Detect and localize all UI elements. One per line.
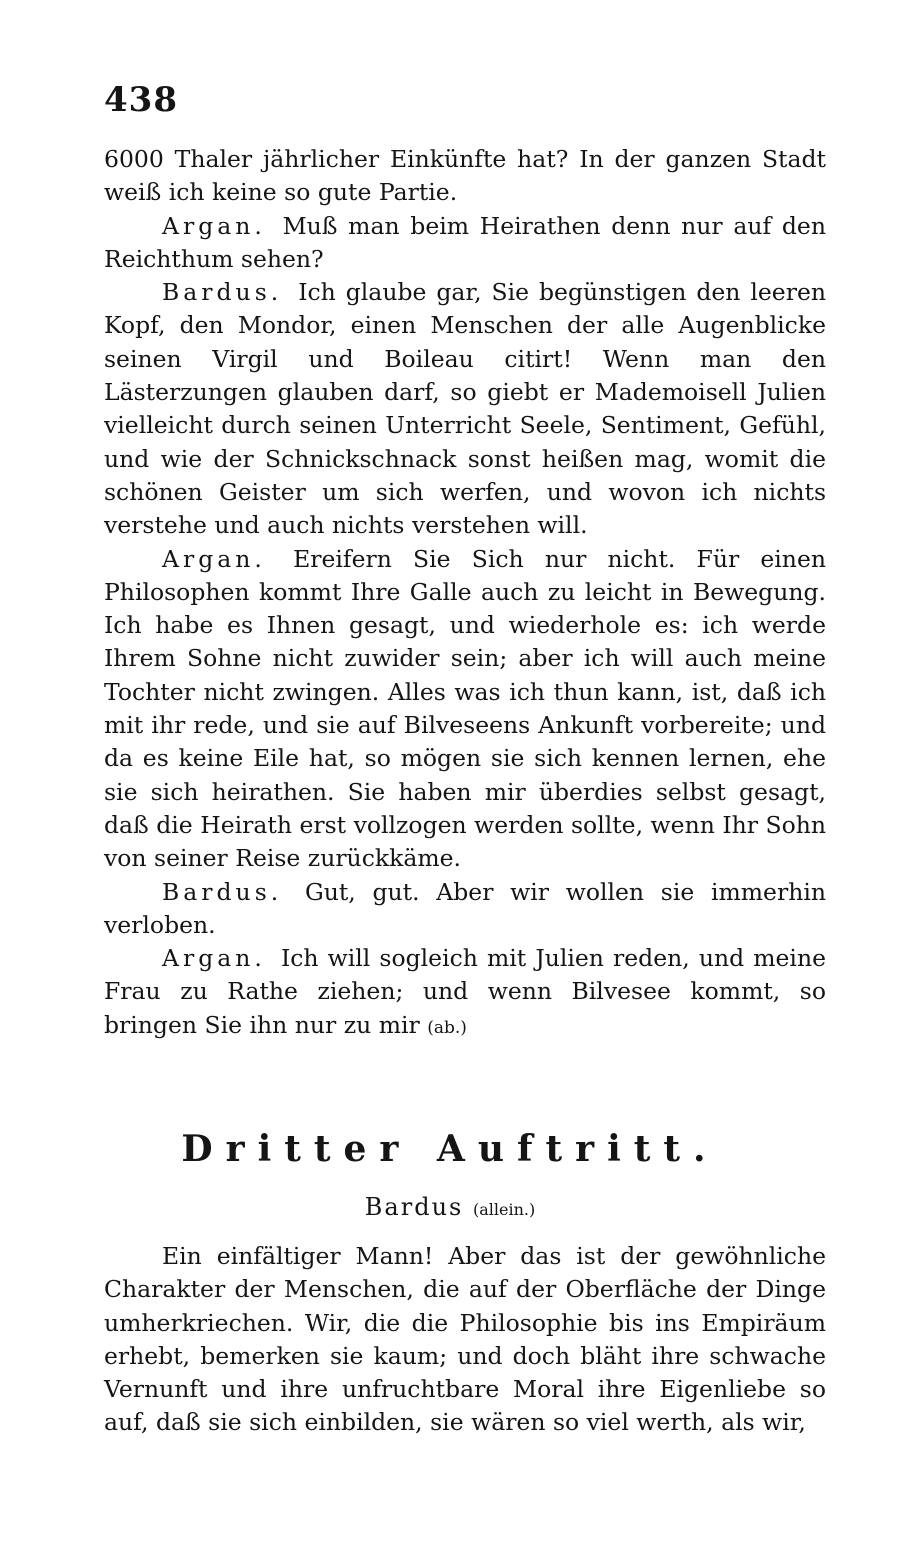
speech-text: Muß man beim Heirathen denn nur auf den Reichthum sehen? (104, 211, 826, 273)
cast-name: Bardus (364, 1193, 464, 1221)
cast-stage-direction: (allein.) (472, 1200, 536, 1219)
speech-argan-3 (104, 942, 826, 1045)
scene-heading: Dritter Auftritt. (181, 1128, 719, 1170)
monologue-block (104, 1240, 826, 1440)
speaker-name: Argan. (162, 211, 266, 240)
speech-argan-2 (104, 543, 826, 876)
monologue-text: Ein einfältiger Mann! Aber das ist der gewöhnliche Charakter der Menschen, die auf der Oberfläche der Dinge umherkriechen. Wir, die die Philosophie bis ins Empiräum erhebt, bemerken sie kaum; und doch bläht ihre schwache Vernunft und ihre unfruchtbare Moral ihre Eigenliebe so auf, daß sie sich einbilden, sie wären so viel werth, als wir, (104, 1242, 826, 1437)
stage-direction: (ab.) (427, 1017, 467, 1038)
speaker-name: Argan. (162, 544, 266, 573)
scene-cast (0, 1193, 900, 1221)
speech-bardus-2 (104, 876, 826, 943)
continuation-paragraph (104, 143, 826, 210)
page-number: 438 (104, 80, 178, 120)
speech-text: Gut, gut. Aber wir wollen sie immerhin verloben. (104, 877, 826, 939)
dialogue-block (104, 143, 826, 1045)
speech-bardus-1 (104, 276, 826, 542)
speaker-name: Bardus. (162, 278, 283, 307)
speaker-name: Bardus. (162, 877, 283, 906)
paragraph-text: 6000 Thaler jährlicher Einkünfte hat? In der ganzen Stadt weiß ich keine so gute Partie. (104, 145, 826, 207)
monologue-paragraph (104, 1240, 826, 1440)
speech-text: Ich will sogleich mit Julien reden, und meine Frau zu Rathe ziehen; und wenn Bilvesee kommt, so bringen Sie ihn nur zu mir (104, 944, 826, 1039)
speaker-name: Argan. (162, 944, 266, 973)
speech-text: Ereifern Sie Sich nur nicht. Für einen Philosophen kommt Ihre Galle auch zu leicht in Bewegung. Ich habe es Ihnen gesagt, und wiederhole es: ich werde Ihrem Sohne nicht zuwider sein; aber ich will auch meine Tochter nicht zwingen. Alles was ich thun kann, ist, daß ich mit ihr rede, und sie auf Bilveseens Ankunft vorbereite; und da es keine Eile hat, so mögen sie sich kennen lernen, ehe sie sich heirathen. Sie haben mir überdies selbst gesagt, daß die Heirath erst vollzogen werden sollte, wenn Ihr Sohn von seiner Reise zurückkäme. (104, 544, 826, 873)
speech-argan-1 (104, 210, 826, 277)
speech-text: Ich glaube gar, Sie begünstigen den leeren Kopf, den Mondor, einen Menschen der alle Augenblicke seinen Virgil und Boileau citirt! Wenn man den Lästerzungen glauben darf, so giebt er Mademoisell Julien vielleicht durch seinen Unterricht Seele, Sentiment, Gefühl, und wie der Schnickschnack sonst heißen mag, womit die schönen Geister um sich werfen, und wovon ich nichts verstehe und auch nichts verstehen will. (104, 278, 826, 540)
